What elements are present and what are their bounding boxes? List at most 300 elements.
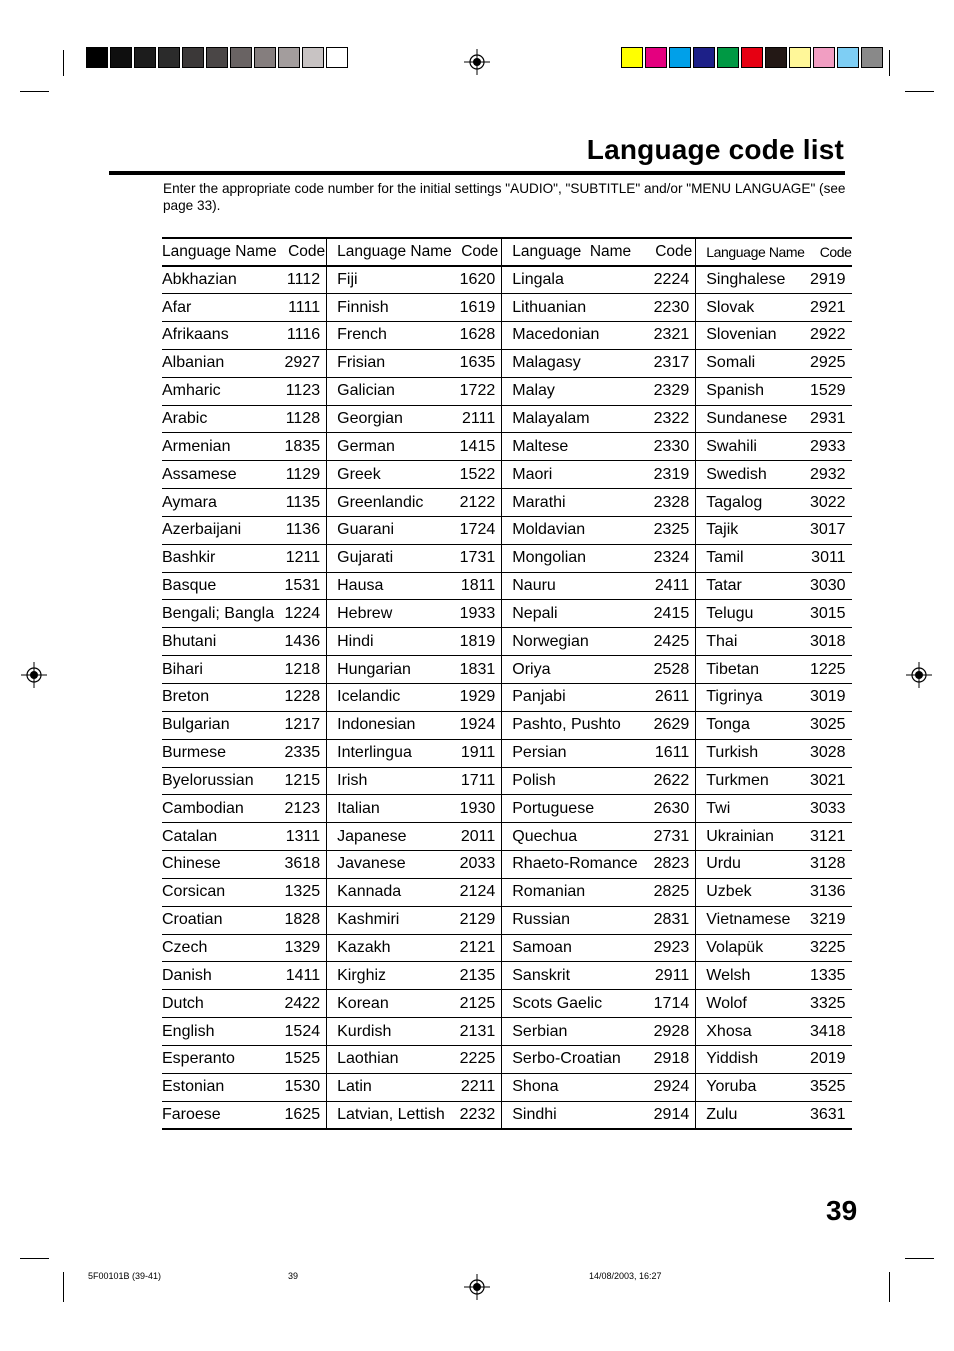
table-row	[162, 1045, 852, 1073]
language-code-cell: 1929	[452, 684, 502, 712]
footer-file-id: 5F00101B (39-41)	[88, 1271, 162, 1281]
language-code-cell: 1522	[452, 461, 502, 489]
language-name-cell: Afrikaans	[162, 322, 277, 350]
language-name-cell: Welsh	[696, 962, 805, 990]
language-code-cell: 2124	[452, 878, 502, 906]
language-code-cell: 1218	[277, 656, 327, 684]
language-code-cell: 1711	[452, 767, 502, 795]
table-row	[162, 266, 852, 294]
color-calibration-strip	[621, 47, 885, 68]
language-name-cell: Spanish	[696, 377, 805, 405]
language-code-cell: 1619	[452, 294, 502, 322]
language-code-cell: 2317	[640, 349, 696, 377]
language-name-cell: Arabic	[162, 405, 277, 433]
language-code-cell: 2914	[640, 1101, 696, 1129]
language-name-cell: Somali	[696, 349, 805, 377]
language-code-cell: 1831	[452, 656, 502, 684]
language-code-cell: 2321	[640, 322, 696, 350]
crop-mark	[889, 50, 890, 76]
language-name-cell: Croatian	[162, 906, 277, 934]
language-name-cell: Guarani	[327, 516, 452, 544]
language-name-cell: Hindi	[327, 628, 452, 656]
table-row	[162, 544, 852, 572]
language-code-cell: 2232	[452, 1101, 502, 1129]
language-name-cell: Malagasy	[502, 349, 640, 377]
calibration-swatch	[645, 47, 667, 68]
language-name-cell: Assamese	[162, 461, 277, 489]
language-name-cell: Esperanto	[162, 1045, 277, 1073]
intro-text: Enter the appropriate code number for the initial settings "AUDIO", "SUBTITLE" and/or "MENU LANGUAGE" (see page 33).	[163, 181, 846, 213]
language-name-cell: Twi	[696, 795, 805, 823]
language-code-cell: 2230	[640, 294, 696, 322]
calibration-swatch	[717, 47, 739, 68]
column-header-code: Code	[805, 238, 852, 266]
language-name-cell: Icelandic	[327, 684, 452, 712]
table-row	[162, 878, 852, 906]
language-name-cell: Basque	[162, 572, 277, 600]
language-code-cell: 1828	[277, 906, 327, 934]
language-name-cell: Afar	[162, 294, 277, 322]
language-name-cell: Oriya	[502, 656, 640, 684]
language-code-cell: 2330	[640, 433, 696, 461]
language-name-cell: French	[327, 322, 452, 350]
language-name-cell: Urdu	[696, 851, 805, 879]
language-code-cell: 2224	[640, 266, 696, 294]
table-row	[162, 516, 852, 544]
table-row	[162, 461, 852, 489]
language-name-cell: Quechua	[502, 823, 640, 851]
language-code-cell: 2928	[640, 1018, 696, 1046]
crop-mark	[905, 91, 934, 92]
language-code-cell: 3325	[805, 990, 852, 1018]
language-code-cell: 1635	[452, 349, 502, 377]
language-code-cell: 2322	[640, 405, 696, 433]
language-code-cell: 1531	[277, 572, 327, 600]
language-name-cell: Tatar	[696, 572, 805, 600]
language-code-cell: 2611	[640, 684, 696, 712]
language-name-cell: Aymara	[162, 489, 277, 517]
language-code-cell: 2122	[452, 489, 502, 517]
calibration-swatch	[278, 47, 300, 68]
language-name-cell: Bhutani	[162, 628, 277, 656]
language-code-cell: 2925	[805, 349, 852, 377]
language-code-cell: 1329	[277, 934, 327, 962]
language-code-cell: 1211	[277, 544, 327, 572]
calibration-swatch	[693, 47, 715, 68]
registration-mark-icon	[464, 49, 490, 75]
language-code-cell: 1930	[452, 795, 502, 823]
language-code-cell: 2933	[805, 433, 852, 461]
language-name-cell: Swahili	[696, 433, 805, 461]
column-header-language-name: Language Name	[696, 238, 805, 266]
language-code-cell: 2325	[640, 516, 696, 544]
language-name-cell: Byelorussian	[162, 767, 277, 795]
language-code-cell: 2629	[640, 711, 696, 739]
language-code-cell: 1620	[452, 266, 502, 294]
language-name-cell: Bihari	[162, 656, 277, 684]
table-row	[162, 349, 852, 377]
language-name-cell: Malay	[502, 377, 640, 405]
table-row	[162, 628, 852, 656]
language-code-cell: 1335	[805, 962, 852, 990]
language-code-cell: 1525	[277, 1045, 327, 1073]
language-code-cell: 2329	[640, 377, 696, 405]
language-code-cell: 2630	[640, 795, 696, 823]
crop-mark	[63, 1272, 64, 1302]
footer-page: 39	[288, 1271, 299, 1281]
table-row	[162, 377, 852, 405]
language-code-cell: 1529	[805, 377, 852, 405]
language-code-cell: 1311	[277, 823, 327, 851]
language-code-cell: 3019	[805, 684, 852, 712]
language-name-cell: Bengali; Bangla	[162, 600, 277, 628]
language-code-cell: 1112	[277, 266, 327, 294]
language-name-cell: Fiji	[327, 266, 452, 294]
language-name-cell: Pashto, Pushto	[502, 711, 640, 739]
language-code-cell: 3219	[805, 906, 852, 934]
table-row	[162, 294, 852, 322]
language-name-cell: Telugu	[696, 600, 805, 628]
language-name-cell: Irish	[327, 767, 452, 795]
table-row	[162, 795, 852, 823]
language-name-cell: Dutch	[162, 990, 277, 1018]
calibration-swatch	[813, 47, 835, 68]
language-code-cell: 1228	[277, 684, 327, 712]
language-name-cell: Lithuanian	[502, 294, 640, 322]
calibration-swatch	[86, 47, 108, 68]
language-code-cell: 3025	[805, 711, 852, 739]
language-name-cell: Hebrew	[327, 600, 452, 628]
language-code-cell: 3525	[805, 1073, 852, 1101]
language-name-cell: Sindhi	[502, 1101, 640, 1129]
language-code-cell: 1411	[277, 962, 327, 990]
language-code-cell: 2125	[452, 990, 502, 1018]
language-name-cell: Javanese	[327, 851, 452, 879]
language-code-cell: 2911	[640, 962, 696, 990]
language-code-cell: 1217	[277, 711, 327, 739]
language-name-cell: Norwegian	[502, 628, 640, 656]
grayscale-calibration-strip	[86, 47, 350, 68]
registration-mark-icon	[21, 662, 47, 688]
language-code-cell: 3631	[805, 1101, 852, 1129]
language-code-cell: 2422	[277, 990, 327, 1018]
language-name-cell: Korean	[327, 990, 452, 1018]
language-code-cell: 1924	[452, 711, 502, 739]
language-code-cell: 1436	[277, 628, 327, 656]
language-code-cell: 2731	[640, 823, 696, 851]
table-header-row	[162, 238, 852, 266]
language-name-cell: Nepali	[502, 600, 640, 628]
calibration-swatch	[669, 47, 691, 68]
language-name-cell: Portuguese	[502, 795, 640, 823]
language-name-cell: Abkhazian	[162, 266, 277, 294]
language-name-cell: Faroese	[162, 1101, 277, 1129]
language-name-cell: Italian	[327, 795, 452, 823]
language-name-cell: Shona	[502, 1073, 640, 1101]
column-header-code: Code	[277, 238, 327, 266]
calibration-swatch	[621, 47, 643, 68]
language-code-cell: 1325	[277, 878, 327, 906]
column-header-code: Code	[452, 238, 502, 266]
language-name-cell: Tamil	[696, 544, 805, 572]
language-code-cell: 2927	[277, 349, 327, 377]
table-row	[162, 1018, 852, 1046]
language-code-cell: 2919	[805, 266, 852, 294]
language-code-cell: 2823	[640, 851, 696, 879]
language-name-cell: Singhalese	[696, 266, 805, 294]
language-code-cell: 1215	[277, 767, 327, 795]
page-title: Language code list	[586, 134, 844, 165]
language-name-cell: Tagalog	[696, 489, 805, 517]
language-code-cell: 2411	[640, 572, 696, 600]
language-name-cell: Burmese	[162, 739, 277, 767]
language-code-cell: 1724	[452, 516, 502, 544]
language-name-cell: Samoan	[502, 934, 640, 962]
language-code-cell: 1611	[640, 739, 696, 767]
language-code-cell: 2831	[640, 906, 696, 934]
language-name-cell: Galician	[327, 377, 452, 405]
language-code-cell: 3618	[277, 851, 327, 879]
language-code-cell: 3018	[805, 628, 852, 656]
table-row	[162, 405, 852, 433]
language-name-cell: Tonga	[696, 711, 805, 739]
language-code-cell: 2922	[805, 322, 852, 350]
calibration-swatch	[230, 47, 252, 68]
registration-mark-icon	[906, 662, 932, 688]
language-name-cell: Frisian	[327, 349, 452, 377]
language-code-cell: 1819	[452, 628, 502, 656]
language-name-cell: Bashkir	[162, 544, 277, 572]
language-name-cell: Maltese	[502, 433, 640, 461]
language-code-cell: 3017	[805, 516, 852, 544]
column-header-language-name: Language Name	[327, 238, 452, 266]
language-name-cell: Slovak	[696, 294, 805, 322]
language-code-cell: 2011	[452, 823, 502, 851]
language-name-cell: Kurdish	[327, 1018, 452, 1046]
language-code-cell: 2921	[805, 294, 852, 322]
table-row	[162, 433, 852, 461]
calibration-swatch	[789, 47, 811, 68]
calibration-swatch	[302, 47, 324, 68]
table-row	[162, 823, 852, 851]
language-name-cell: Ukrainian	[696, 823, 805, 851]
language-code-cell: 2931	[805, 405, 852, 433]
language-code-cell: 2335	[277, 739, 327, 767]
language-name-cell: Tajik	[696, 516, 805, 544]
calibration-swatch	[158, 47, 180, 68]
language-name-cell: German	[327, 433, 452, 461]
language-name-cell: Cambodian	[162, 795, 277, 823]
language-name-cell: Vietnamese	[696, 906, 805, 934]
language-code-cell: 2415	[640, 600, 696, 628]
column-header-code: Code	[640, 238, 696, 266]
title-rule	[109, 171, 845, 175]
calibration-swatch	[254, 47, 276, 68]
language-name-cell: Zulu	[696, 1101, 805, 1129]
language-name-cell: Armenian	[162, 433, 277, 461]
language-code-cell: 3021	[805, 767, 852, 795]
language-name-cell: Sanskrit	[502, 962, 640, 990]
language-code-cell: 2425	[640, 628, 696, 656]
table-row	[162, 489, 852, 517]
calibration-swatch	[182, 47, 204, 68]
table-row	[162, 990, 852, 1018]
language-name-cell: Hungarian	[327, 656, 452, 684]
language-name-cell: Serbian	[502, 1018, 640, 1046]
language-code-cell: 2924	[640, 1073, 696, 1101]
calibration-swatch	[861, 47, 883, 68]
table-row	[162, 1073, 852, 1101]
table-row	[162, 1101, 852, 1129]
language-code-cell: 1911	[452, 739, 502, 767]
language-code-cell: 1224	[277, 600, 327, 628]
table-row	[162, 572, 852, 600]
language-code-cell: 2918	[640, 1045, 696, 1073]
language-code-cell: 3022	[805, 489, 852, 517]
language-name-cell: Georgian	[327, 405, 452, 433]
table-row	[162, 906, 852, 934]
language-name-cell: Scots Gaelic	[502, 990, 640, 1018]
language-code-cell: 3028	[805, 739, 852, 767]
language-code-cell: 3121	[805, 823, 852, 851]
language-name-cell: Polish	[502, 767, 640, 795]
language-code-cell: 1128	[277, 405, 327, 433]
language-name-cell: Slovenian	[696, 322, 805, 350]
table-row	[162, 656, 852, 684]
language-code-cell: 2923	[640, 934, 696, 962]
language-code-cell: 3418	[805, 1018, 852, 1046]
language-code-cell: 2825	[640, 878, 696, 906]
language-code-cell: 3015	[805, 600, 852, 628]
language-code-cell: 1714	[640, 990, 696, 1018]
language-code-cell: 2019	[805, 1045, 852, 1073]
language-name-cell: Marathi	[502, 489, 640, 517]
language-name-cell: Romanian	[502, 878, 640, 906]
table-row	[162, 962, 852, 990]
language-name-cell: Swedish	[696, 461, 805, 489]
language-name-cell: Corsican	[162, 878, 277, 906]
language-code-cell: 2211	[452, 1073, 502, 1101]
table-row	[162, 851, 852, 879]
language-name-cell: Kirghiz	[327, 962, 452, 990]
language-code-cell: 3136	[805, 878, 852, 906]
language-code-cell: 1123	[277, 377, 327, 405]
language-name-cell: Greek	[327, 461, 452, 489]
language-name-cell: Greenlandic	[327, 489, 452, 517]
language-code-cell: 2328	[640, 489, 696, 517]
language-name-cell: Thai	[696, 628, 805, 656]
table-row	[162, 600, 852, 628]
crop-mark	[905, 1258, 934, 1259]
language-name-cell: Tigrinya	[696, 684, 805, 712]
language-code-cell: 1811	[452, 572, 502, 600]
language-code-table	[162, 237, 852, 1130]
language-code-cell: 1135	[277, 489, 327, 517]
language-code-cell: 2111	[452, 405, 502, 433]
language-code-cell: 2528	[640, 656, 696, 684]
language-code-cell: 3011	[805, 544, 852, 572]
language-name-cell: Latvian, Lettish	[327, 1101, 452, 1129]
language-code-cell: 1530	[277, 1073, 327, 1101]
calibration-swatch	[741, 47, 763, 68]
table-row	[162, 767, 852, 795]
language-name-cell: Tibetan	[696, 656, 805, 684]
calibration-swatch	[206, 47, 228, 68]
language-name-cell: Nauru	[502, 572, 640, 600]
language-name-cell: Kazakh	[327, 934, 452, 962]
language-name-cell: Wolof	[696, 990, 805, 1018]
language-name-cell: Chinese	[162, 851, 277, 879]
footer-timestamp: 14/08/2003, 16:27	[589, 1271, 662, 1281]
language-name-cell: Macedonian	[502, 322, 640, 350]
language-name-cell: Uzbek	[696, 878, 805, 906]
language-name-cell: Indonesian	[327, 711, 452, 739]
language-code-cell: 2123	[277, 795, 327, 823]
calibration-swatch	[837, 47, 859, 68]
language-name-cell: Bulgarian	[162, 711, 277, 739]
language-name-cell: Laothian	[327, 1045, 452, 1073]
page-number: 39	[826, 1195, 858, 1226]
language-code-cell: 1136	[277, 516, 327, 544]
language-code-cell: 1524	[277, 1018, 327, 1046]
language-name-cell: Japanese	[327, 823, 452, 851]
language-name-cell: Lingala	[502, 266, 640, 294]
language-code-cell: 2225	[452, 1045, 502, 1073]
language-name-cell: Russian	[502, 906, 640, 934]
language-code-cell: 1722	[452, 377, 502, 405]
language-code-cell: 2129	[452, 906, 502, 934]
language-code-cell: 1129	[277, 461, 327, 489]
table-row	[162, 684, 852, 712]
column-header-language-name: Language Name	[162, 238, 277, 266]
language-name-cell: Estonian	[162, 1073, 277, 1101]
table-row	[162, 322, 852, 350]
language-name-cell: Azerbaijani	[162, 516, 277, 544]
language-name-cell: Malayalam	[502, 405, 640, 433]
language-code-cell: 1933	[452, 600, 502, 628]
language-name-cell: Latin	[327, 1073, 452, 1101]
table-row	[162, 934, 852, 962]
language-code-cell: 3033	[805, 795, 852, 823]
language-name-cell: Xhosa	[696, 1018, 805, 1046]
language-code-cell: 1628	[452, 322, 502, 350]
language-name-cell: Turkmen	[696, 767, 805, 795]
language-name-cell: Yiddish	[696, 1045, 805, 1073]
language-code-cell: 1415	[452, 433, 502, 461]
language-code-cell: 2135	[452, 962, 502, 990]
language-code-cell: 1225	[805, 656, 852, 684]
language-name-cell: Rhaeto-Romance	[502, 851, 640, 879]
language-name-cell: Gujarati	[327, 544, 452, 572]
language-name-cell: Catalan	[162, 823, 277, 851]
registration-mark-icon	[464, 1274, 490, 1300]
language-code-cell: 1731	[452, 544, 502, 572]
table-row	[162, 739, 852, 767]
language-code-cell: 1116	[277, 322, 327, 350]
calibration-swatch	[765, 47, 787, 68]
language-name-cell: Czech	[162, 934, 277, 962]
language-code-cell: 2033	[452, 851, 502, 879]
calibration-swatch	[134, 47, 156, 68]
language-name-cell: Kashmiri	[327, 906, 452, 934]
language-name-cell: Mongolian	[502, 544, 640, 572]
calibration-swatch	[326, 47, 348, 68]
language-name-cell: Moldavian	[502, 516, 640, 544]
language-name-cell: Interlingua	[327, 739, 452, 767]
language-name-cell: Albanian	[162, 349, 277, 377]
language-code-cell: 1111	[277, 294, 327, 322]
language-name-cell: Volapük	[696, 934, 805, 962]
